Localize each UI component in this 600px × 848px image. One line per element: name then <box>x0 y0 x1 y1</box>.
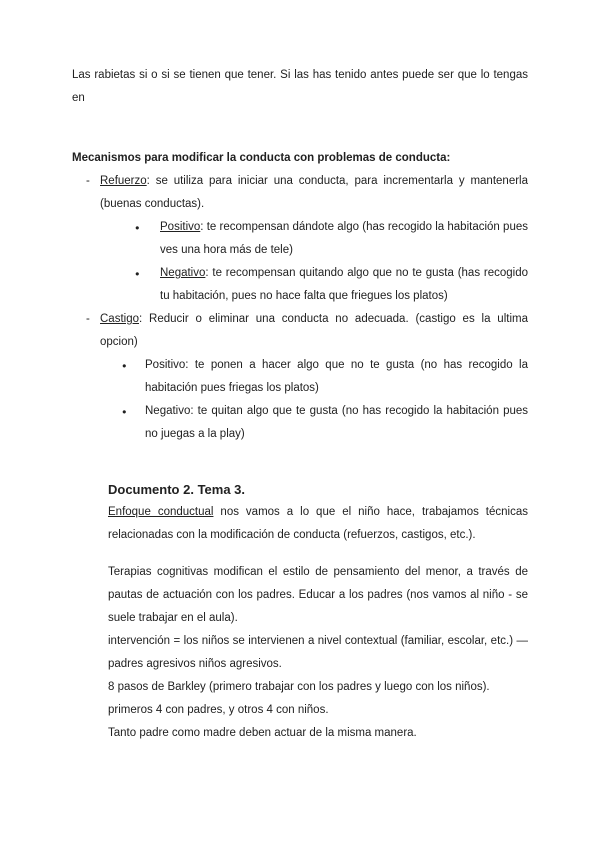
dot-bullet-marker: ● <box>122 407 127 416</box>
paragraph-body-text: nos vamos a lo que el niño hace, trabajamos técnicas relacionadas con la modificación de conducta (refuerzos, castigos, etc.). <box>108 506 528 541</box>
term-positivo: Positivo <box>160 221 201 233</box>
primeros-4-paragraph: primeros 4 con padres, y otros 4 con niños. <box>108 704 329 716</box>
term-enfoque-conductual: Enfoque conductual <box>108 506 214 518</box>
list-item-text <box>160 262 528 308</box>
intervencion-paragraph: intervención = los niños se intervienen a nivel contextual (familiar, escolar, etc.) — padres agresivos niños agresivos. <box>108 635 528 670</box>
list-item-castigo <box>72 308 528 354</box>
term-refuerzo: Refuerzo <box>100 175 147 187</box>
item-body-text: Negativo: te quitan algo que te gusta (no has recogido la habitación pues no juegas a la play) <box>145 405 528 440</box>
pasos-barkley-paragraph: 8 pasos de Barkley (primero trabajar con los padres y luego con los niños). <box>108 681 490 693</box>
blank-line <box>108 547 528 561</box>
term-castigo: Castigo <box>100 313 139 325</box>
dot-bullet-marker: ● <box>135 269 140 278</box>
list-item-text <box>145 400 528 446</box>
dot-bullet-marker: ● <box>135 223 140 232</box>
intro-paragraph: Las rabietas si o si se tienen que tener. Si las has tenido antes puede ser que lo tengas en <box>72 69 528 104</box>
dot-bullet-marker: ● <box>122 361 127 370</box>
list-item-castigo-negativo <box>72 400 528 446</box>
list-item-refuerzo <box>72 170 528 216</box>
section-heading: Mecanismos para modificar la conducta con problemas de conducta: <box>72 152 451 164</box>
item-body-text: : te recompensan dándote algo (has recogido la habitación pues ves una hora más de tele) <box>160 221 528 256</box>
enfoque-conductual-paragraph <box>108 501 528 547</box>
padre-madre-paragraph: Tanto padre como madre deben actuar de la misma manera. <box>108 727 417 739</box>
conduct-mechanisms-list <box>72 170 528 446</box>
list-item-refuerzo-negativo <box>72 262 528 308</box>
documento-2-section <box>108 478 528 745</box>
dash-bullet-marker: - <box>86 313 90 325</box>
terapias-cognitivas-paragraph: Terapias cognitivas modifican el estilo de pensamiento del menor, a través de pautas de actuación con los padres. Educar a los padres (nos vamos al niño - se suele trabajar en el aula). <box>108 566 528 624</box>
item-body-text: : se utiliza para iniciar una conducta, para incrementarla y mantenerla (buenas conductas). <box>100 175 528 210</box>
term-negativo: Negativo <box>160 267 206 279</box>
item-body-text: : Reducir o eliminar una conducta no adecuada. (castigo es la ultima opcion) <box>100 313 528 348</box>
list-item-text <box>100 308 528 354</box>
list-item-text <box>100 170 528 216</box>
list-item-castigo-positivo <box>72 354 528 400</box>
list-item-refuerzo-positivo <box>72 216 528 262</box>
item-body-text: Positivo: te ponen a hacer algo que no te gusta (no has recogido la habitación pues friegas los platos) <box>145 359 528 394</box>
dash-bullet-marker: - <box>86 175 90 187</box>
list-item-text <box>160 216 528 262</box>
documento-2-title: Documento 2. Tema 3. <box>108 482 246 497</box>
item-body-text: : te recompensan quitando algo que no te gusta (has recogido tu habitación, pues no hace falta que friegues los platos) <box>160 267 528 302</box>
list-item-text <box>145 354 528 400</box>
